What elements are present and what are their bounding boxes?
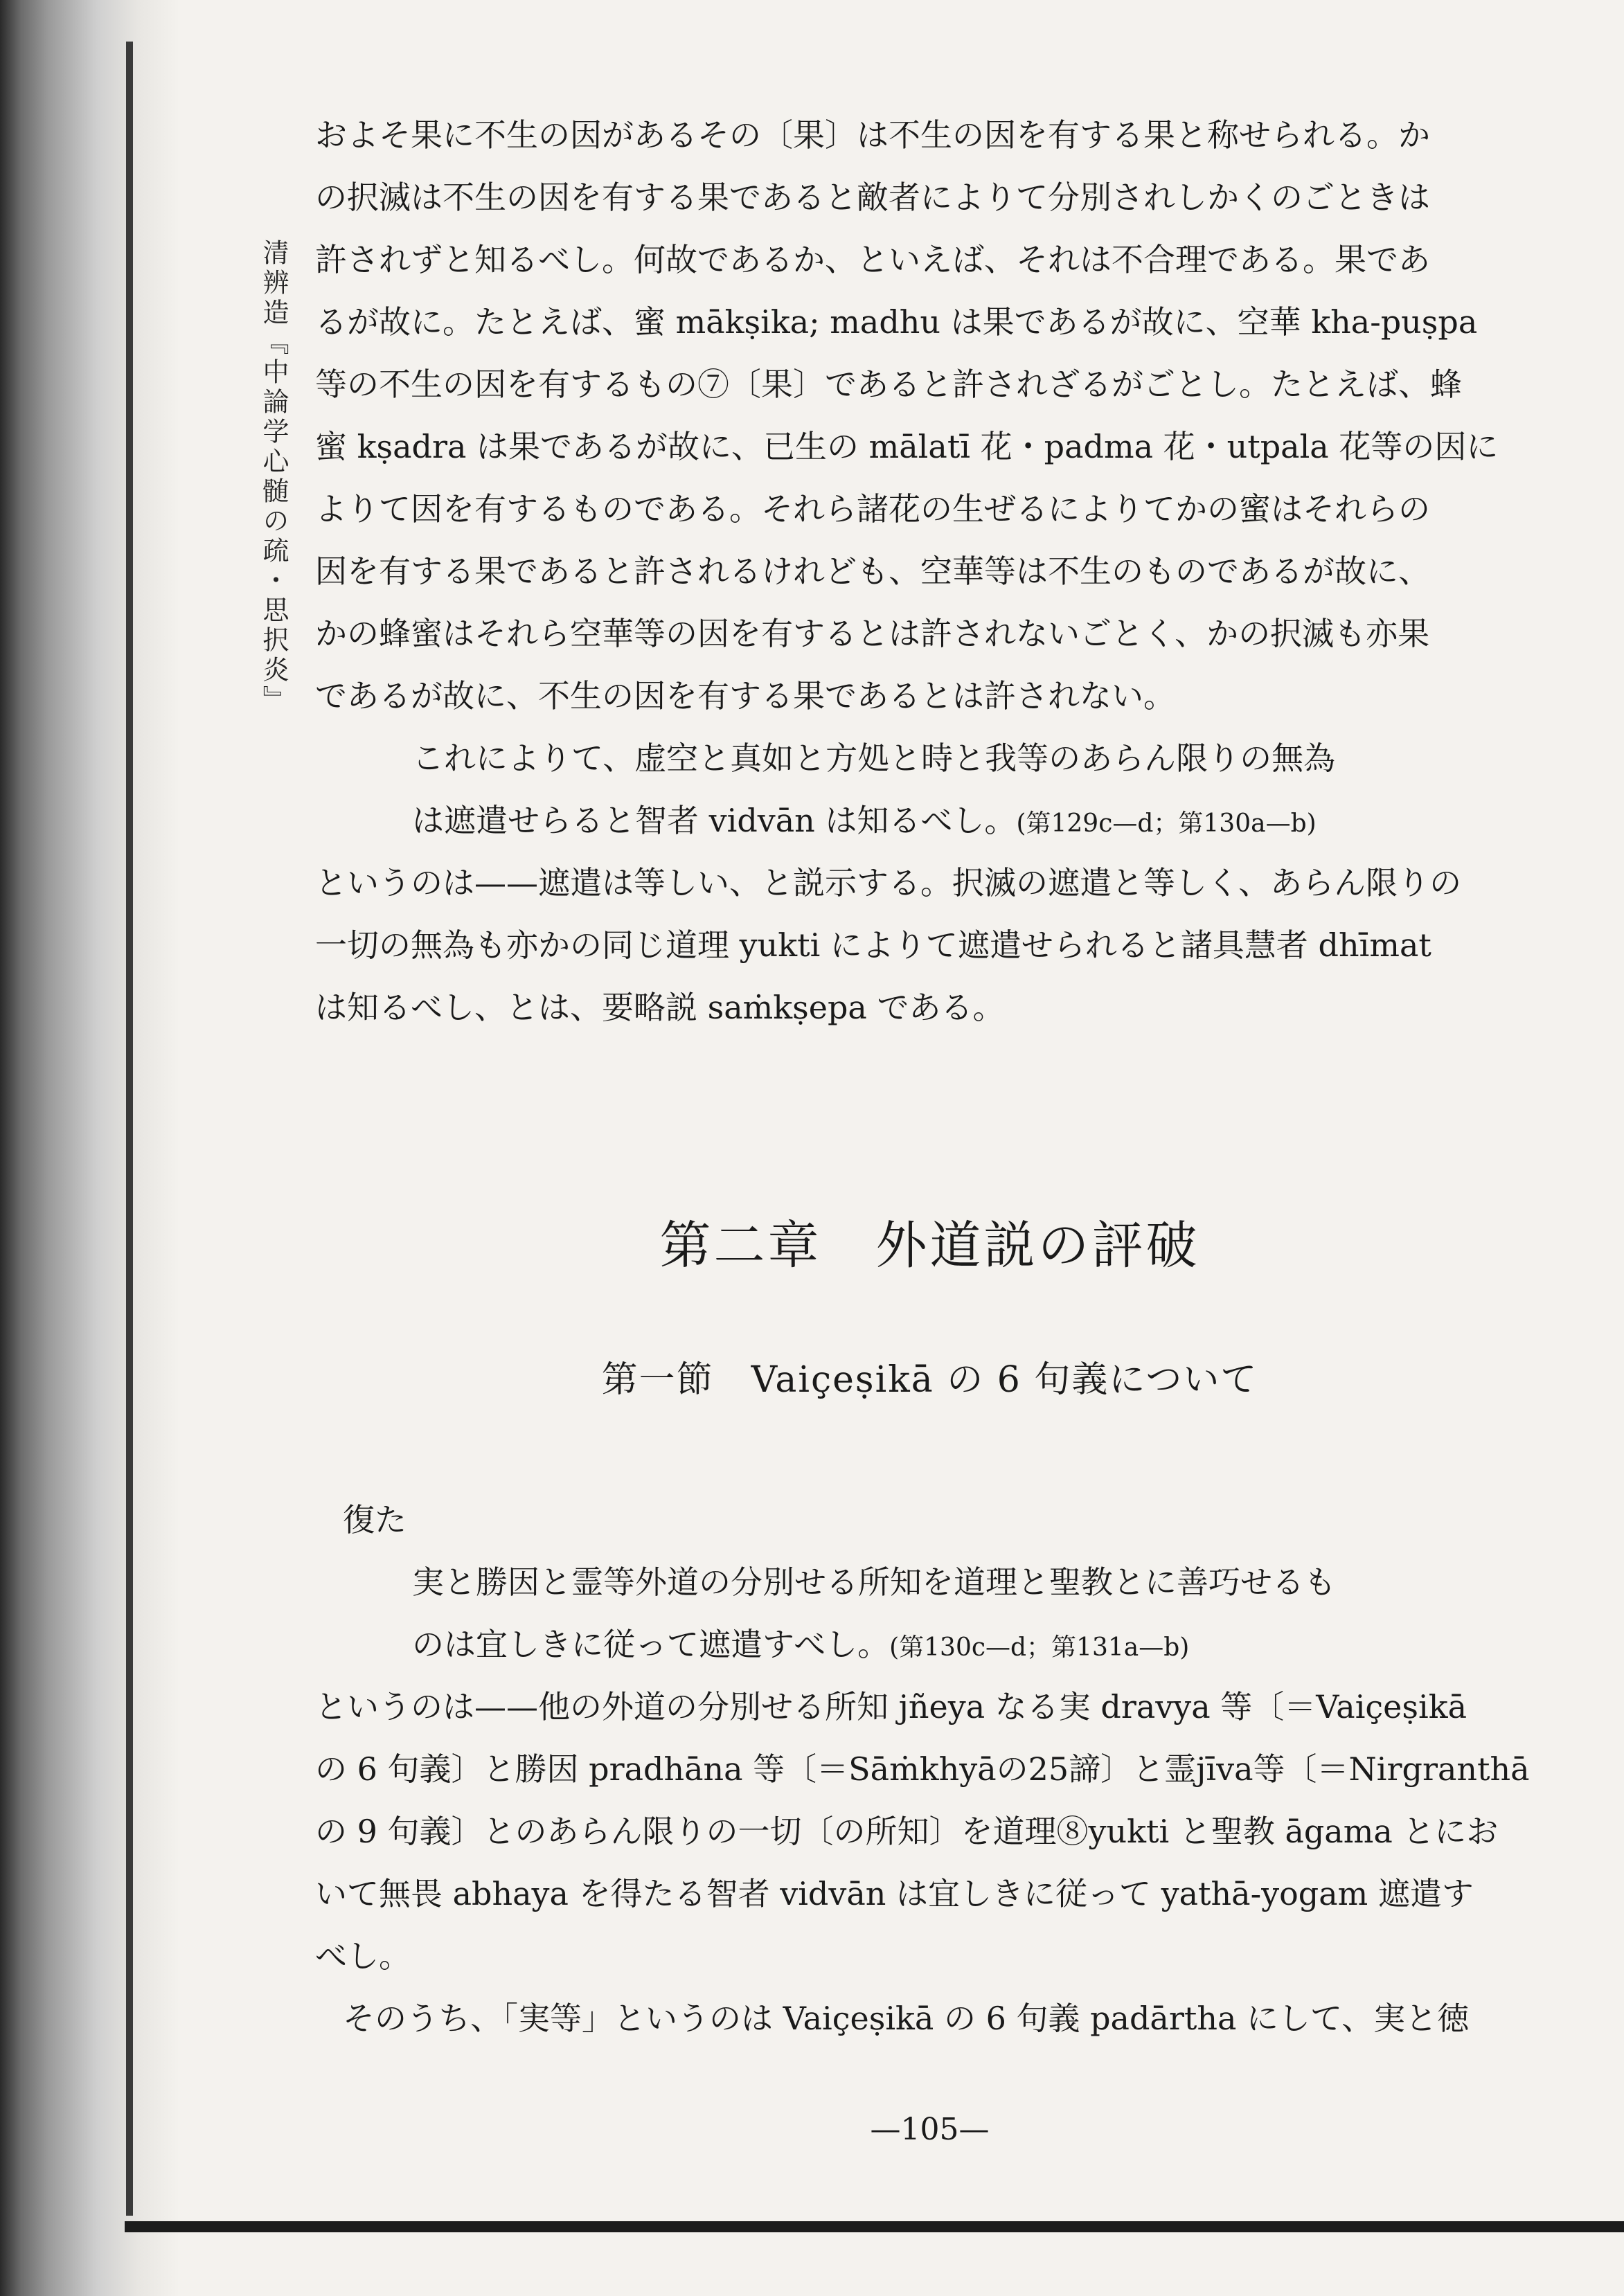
verse1-ref: (第129c—d；第130a—b) <box>1016 809 1317 838</box>
verse2-text: のは宜しきに従って遮遣すべし。 <box>412 1626 890 1663</box>
para1-line: 許されずと知るべし。何故であるか、といえば、それは不合理である。果であ <box>315 241 1430 278</box>
verse2-ref: (第130c—d；第131a—b) <box>889 1633 1190 1662</box>
page-number: —105— <box>870 2112 990 2147</box>
verse1-line1: これによりて、虚空と真如と方処と時と我等のあらん限りの無為 <box>412 739 1336 777</box>
para1-line: 蜜 kṣadra は果であるが故に、已生の mālatī 花・padma 花・utpala 花等の因に <box>315 428 1499 465</box>
body-text-top <box>315 104 1544 1039</box>
para3-line: の 6 句義〕と勝因 pradhāna 等〔＝Sāṁkhyāの25諦〕と霊jīva等〔＝Nirgranthā <box>315 1750 1530 1788</box>
para3-line: いて無畏 abhaya を得たる智者 vidvān は宜しきに従って yathā-yogam 遮遣す <box>315 1875 1474 1912</box>
para3-line: べし。 <box>315 1937 411 1975</box>
para1-line: であるが故に、不生の因を有する果であるとは許されない。 <box>315 677 1175 715</box>
chapter-title: 第二章 外道説の評破 <box>659 1216 1200 1275</box>
verse1-text: は遮遣せらると智者 vidvān は知るべし。 <box>412 802 1017 839</box>
para2-line: というのは——遮遣は等しい、と説示する。択滅の遮遣と等しく、あらん限りの <box>315 864 1462 902</box>
para4-line: そのうち、「実等」というのは Vaiçeṣikā の 6 句義 padārtha にして、実と徳 <box>343 2000 1470 2037</box>
section-title: 第一節 Vaiçeṣikā の 6 句義について <box>601 1359 1258 1401</box>
para3-line: の 9 句義〕とのあらん限りの一切〔の所知〕を道理⑧yukti と聖教 āgama とにお <box>315 1813 1499 1850</box>
para1-line: およそ果に不生の因があるその〔果〕は不生の因を有する果と称せられる。か <box>315 116 1430 154</box>
para3-line: というのは——他の外道の分別せる所知 jñeya なる実 dravya 等〔＝Vaiçeṣikā <box>315 1688 1467 1725</box>
para1-line: よりて因を有するものである。それら諸花の生ぜるによりてかの蜜はそれらの <box>315 490 1430 528</box>
para1-line: の択滅は不生の因を有する果であると敵者によりて分別されしかくのごときは <box>315 179 1430 216</box>
para1-line: 因を有する果であると許されるけれども、空華等は不生のものであるが故に、 <box>315 553 1430 590</box>
binding-shadow <box>0 0 180 2296</box>
para1-line: るが故に。たとえば、蜜 mākṣika; madhu は果であるが故に、空華 kha-puṣpa <box>315 303 1478 341</box>
running-head: 清辨造『中論学心髄の疏・思択炎』 <box>258 239 289 715</box>
binding-edge <box>126 42 133 2216</box>
para1-line: 等の不生の因を有するもの⑦〔果〕であると許されざるがごとし。たとえば、蜂 <box>315 366 1462 403</box>
para1-line: かの蜂蜜はそれら空華等の因を有するとは許されないごとく、かの択滅も亦果 <box>315 615 1430 652</box>
verse2-line1: 実と勝因と霊等外道の分別せる所知を道理と聖教とに善巧せるも <box>412 1563 1336 1601</box>
verse2-line2 <box>315 1613 1544 1676</box>
body-text-bottom <box>315 1489 1544 2050</box>
verse1-line2 <box>315 789 1544 852</box>
para2-line: 一切の無為も亦かの同じ道理 yukti によりて遮遣せられると諸具慧者 dhīmat <box>315 926 1431 964</box>
para2-line: は知るべし、とは、要略説 saṁkṣepa である。 <box>315 989 1005 1026</box>
bottom-edge <box>125 2221 1624 2232</box>
mata-line: 復た <box>343 1501 407 1539</box>
